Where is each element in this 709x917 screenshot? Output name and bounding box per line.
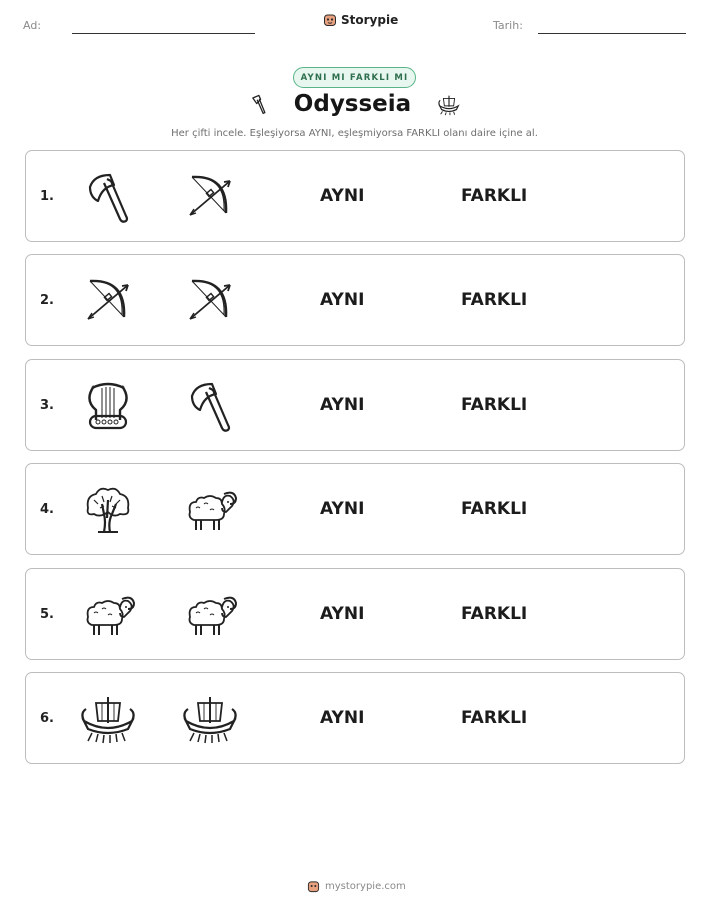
- different-option[interactable]: FARKLI: [461, 290, 528, 311]
- brand-logo: [323, 13, 398, 27]
- different-option[interactable]: FARKLI: [461, 708, 528, 728]
- row-number: 3.: [40, 397, 54, 413]
- axe-icon: [182, 378, 238, 434]
- viking-ship-icon: [80, 691, 136, 747]
- exercise-row: [25, 150, 685, 242]
- viking-ship-icon: [182, 691, 238, 747]
- same-option[interactable]: AYNI: [320, 394, 365, 415]
- same-option[interactable]: AYNI: [320, 603, 365, 624]
- exercise-row: [25, 568, 685, 660]
- same-option[interactable]: AYNI: [320, 499, 365, 520]
- different-option[interactable]: FARKLI: [461, 394, 528, 415]
- name-label: Ad:: [23, 19, 42, 32]
- different-option[interactable]: FARKLI: [461, 186, 528, 206]
- row-number: 4.: [40, 502, 54, 518]
- ram-icon: [182, 587, 238, 643]
- footer: [307, 880, 406, 893]
- storypie-mascot-icon: [307, 880, 320, 893]
- axe-icon: [246, 91, 270, 117]
- ram-icon: [182, 482, 238, 538]
- row-number: 6.: [40, 711, 54, 726]
- row-number: 5.: [40, 606, 54, 622]
- exercise-row: [25, 254, 685, 346]
- row-number: 2.: [40, 293, 54, 309]
- brand-name: Storypie: [341, 13, 399, 27]
- row-number: 1.: [40, 189, 54, 204]
- bow-arrow-icon: [182, 169, 238, 225]
- viking-ship-icon: [435, 91, 463, 117]
- worksheet-type-badge: AYNI MI FARKLI MI: [293, 67, 416, 88]
- title-row: [0, 91, 709, 117]
- bow-arrow-icon: [80, 273, 136, 329]
- lyre-icon: [80, 378, 136, 434]
- name-line[interactable]: [72, 33, 255, 34]
- page-title: Odysseia: [293, 91, 412, 117]
- storypie-mascot-icon: [323, 13, 337, 27]
- footer-url[interactable]: mystorypie.com: [325, 881, 406, 892]
- instruction-text: Her çifti incele. Eşleşiyorsa AYNI, eşleşmiyorsa FARKLI olanı daire içine al.: [171, 128, 538, 139]
- same-option[interactable]: AYNI: [320, 290, 365, 311]
- date-line[interactable]: [538, 33, 686, 34]
- exercise-row: [25, 359, 685, 451]
- different-option[interactable]: FARKLI: [461, 603, 528, 624]
- olive-tree-icon: [80, 482, 136, 538]
- exercise-row: [25, 463, 685, 555]
- date-label: Tarih:: [493, 19, 523, 32]
- same-option[interactable]: AYNI: [320, 186, 365, 206]
- axe-icon: [80, 169, 136, 225]
- exercise-row: [25, 672, 685, 764]
- bow-arrow-icon: [182, 273, 238, 329]
- same-option[interactable]: AYNI: [320, 708, 365, 728]
- different-option[interactable]: FARKLI: [461, 499, 528, 520]
- ram-icon: [80, 587, 136, 643]
